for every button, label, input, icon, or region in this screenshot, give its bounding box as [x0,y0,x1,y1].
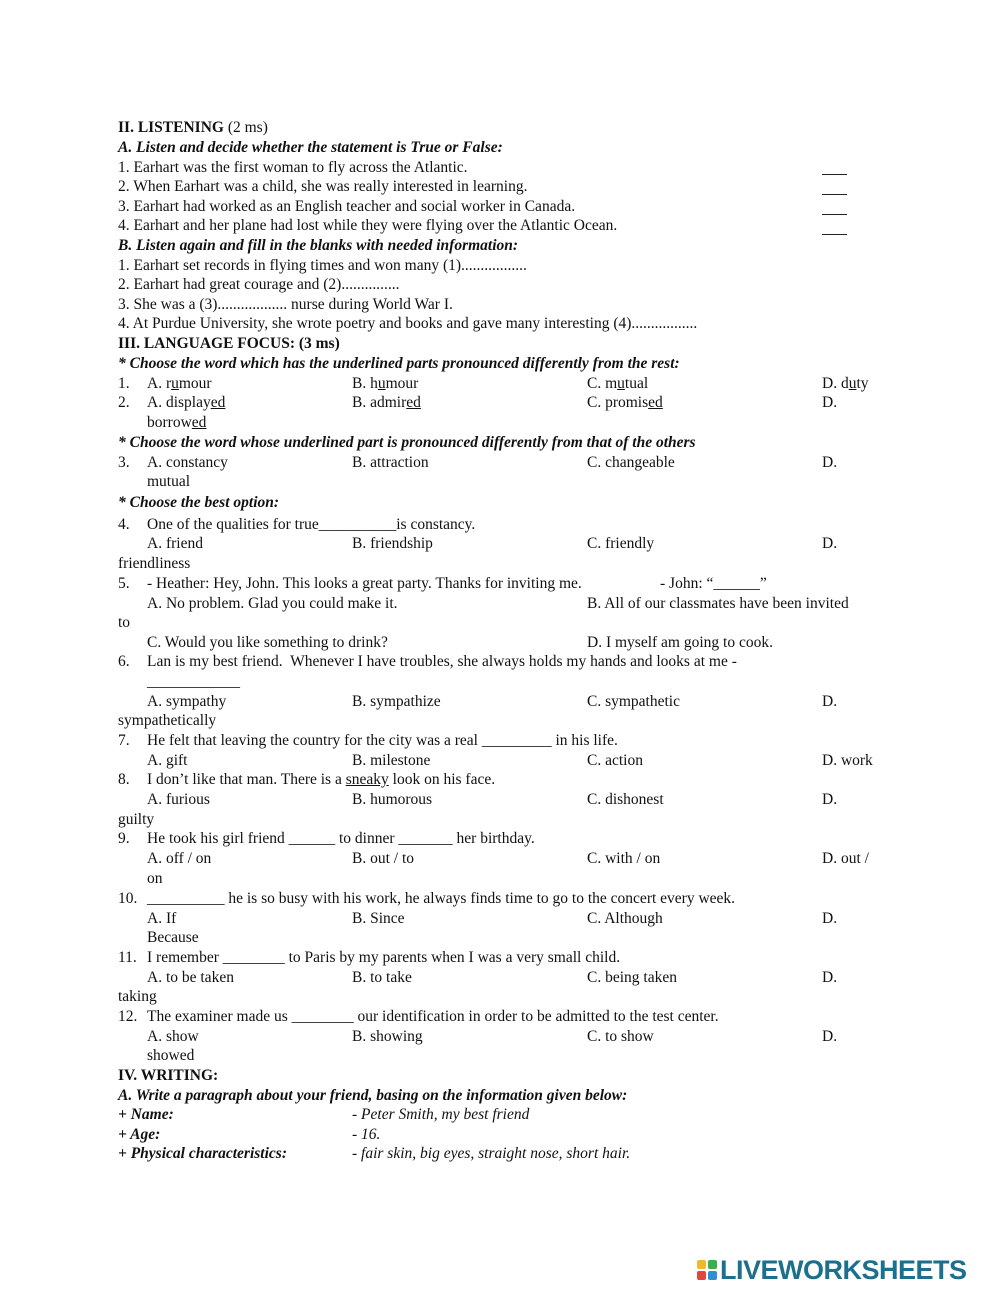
option-c[interactable]: C. dishonest [587,791,664,808]
answer-blank-4[interactable] [822,234,847,235]
question-number: 9. [118,830,130,847]
option-d[interactable]: on [147,870,163,887]
option-b[interactable]: B. humour [352,375,419,392]
option-a[interactable]: A. If [147,910,177,927]
option-a[interactable]: A. to be taken [147,969,234,986]
option-c[interactable]: C. mutual [587,375,649,392]
option-b[interactable]: B. Since [352,910,405,927]
logo-square-1 [697,1260,706,1269]
option-b[interactable]: B. All of our classmates have been invited [587,595,849,612]
option-c[interactable]: C. promised [587,394,663,411]
option-a[interactable]: A. constancy [147,454,228,471]
option-b[interactable]: B. milestone [352,752,431,769]
question-number: 5. [118,575,130,592]
listening-a-instruction: A. Listen and decide whether the statement is True or False: [118,139,503,156]
writing-label-age: + Age: [118,1126,161,1143]
option-c[interactable]: C. changeable [587,454,675,471]
question-stem: He took his girl friend ______ to dinner _______ her birthday. [147,830,535,847]
option-b[interactable]: B. showing [352,1028,423,1045]
option-c[interactable]: C. being taken [587,969,677,986]
option-d-label[interactable]: D. [822,454,838,471]
option-b[interactable]: B. to take [352,969,412,986]
fill-line-1: 1. Earhart set records in flying times and won many (1)................. [118,257,527,274]
answer-blank-3[interactable] [822,214,847,215]
writing-value-physical: - fair skin, big eyes, straight nose, short hair. [352,1145,631,1162]
question-stem: The examiner made us ________ our identification in order to be admitted to the test center. [147,1008,719,1025]
question-number: 1. [118,375,130,392]
logo-square-3 [697,1271,706,1280]
option-d[interactable]: sympathetically [118,712,217,729]
option-a[interactable]: A. gift [147,752,188,769]
question-number: 11. [118,949,137,966]
option-a[interactable]: A. rumour [147,375,212,392]
option-d[interactable]: D. duty [822,375,869,392]
listening-b-instruction: B. Listen again and fill in the blanks with needed information: [118,237,519,254]
logo-text: LIVEWORKSHEETS [720,1254,967,1285]
option-d-label[interactable]: D. [822,394,838,411]
question-number: 7. [118,732,130,749]
writing-heading: IV. WRITING: [118,1067,219,1084]
instruction-pronunciation-1: * Choose the word which has the underlined parts pronounced differently from the rest: [118,355,680,372]
statement-1: 1. Earhart was the first woman to fly across the Atlantic. [118,159,468,176]
answer-blank-1[interactable] [822,174,847,175]
question-number: 2. [118,394,130,411]
question-stem: - Heather: Hey, John. This looks a great party. Thanks for inviting me. [147,575,582,592]
language-focus-heading: III. LANGUAGE FOCUS: (3 ms) [118,335,340,352]
option-d[interactable]: borrowed [147,414,207,431]
option-a[interactable]: A. displayed [147,394,226,411]
statement-2: 2. When Earhart was a child, she was really interested in learning. [118,178,528,195]
option-a[interactable]: A. furious [147,791,210,808]
question-stem: __________ he is so busy with his work, he always finds time to go to the concert every week. [147,890,736,907]
option-d[interactable]: Because [147,929,199,946]
listening-heading: II. LISTENING (2 ms) [118,119,268,136]
option-a[interactable]: A. friend [147,535,203,552]
fill-line-3: 3. She was a (3).................. nurse during World War I. [118,296,453,313]
writing-label-physical: + Physical characteristics: [118,1145,287,1162]
option-d[interactable]: D. I myself am going to cook. [587,634,773,651]
writing-value-name: - Peter Smith, my best friend [352,1106,530,1123]
option-c[interactable]: C. Would you like something to drink? [147,634,388,651]
option-d[interactable]: showed [147,1047,195,1064]
option-c[interactable]: C. Although [587,910,663,927]
option-d-label[interactable]: D. out / [822,850,869,867]
writing-instruction: A. Write a paragraph about your friend, basing on the information given below: [118,1087,628,1104]
question-stem: Lan is my best friend. Whenever I have troubles, she always holds my hands and looks at me - [147,653,737,670]
question-stem: I remember ________ to Paris by my parents when I was a very small child. [147,949,621,966]
option-c[interactable]: C. friendly [587,535,655,552]
option-b[interactable]: B. humorous [352,791,433,808]
option-c[interactable]: C. sympathetic [587,693,680,710]
option-a[interactable]: A. No problem. Glad you could make it. [147,595,398,612]
question-number: 3. [118,454,130,471]
statement-3: 3. Earhart had worked as an English teacher and social worker in Canada. [118,198,576,215]
question-stem: One of the qualities for true__________is constancy. [147,516,476,533]
option-d[interactable]: D. work [822,752,873,769]
writing-value-age: - 16. [352,1126,381,1143]
option-d[interactable]: friendliness [118,555,191,572]
option-d[interactable]: guilty [118,811,155,828]
option-d-label[interactable]: D. [822,1028,838,1045]
fill-line-4: 4. At Purdue University, she wrote poetry and books and gave many interesting (4)................. [118,315,698,332]
option-b[interactable]: B. sympathize [352,693,441,710]
question-stem: I don’t like that man. There is a sneaky look on his face. [147,771,496,788]
option-b[interactable]: B. attraction [352,454,429,471]
option-c[interactable]: C. with / on [587,850,661,867]
option-d-label[interactable]: D. [822,969,838,986]
option-c[interactable]: C. action [587,752,643,769]
question-number: 8. [118,771,130,788]
question-stem-blank: ____________ [147,673,240,690]
logo-square-2 [708,1260,717,1269]
option-d-label[interactable]: D. [822,693,838,710]
liveworksheets-logo[interactable] [697,1254,967,1285]
option-d-label[interactable]: D. [822,535,838,552]
option-d[interactable]: taking [118,988,157,1005]
option-b[interactable]: B. friendship [352,535,433,552]
question-stem-reply: - John: “______” [660,575,767,592]
option-b[interactable]: B. admired [352,394,421,411]
option-c[interactable]: C. to show [587,1028,654,1045]
option-d-label[interactable]: D. [822,791,838,808]
question-stem: He felt that leaving the country for the city was a real _________ in his life. [147,732,618,749]
answer-blank-2[interactable] [822,194,847,195]
writing-label-name: + Name: [118,1106,174,1123]
option-d-label[interactable]: D. [822,910,838,927]
option-b[interactable]: B. out / to [352,850,415,867]
statement-4: 4. Earhart and her plane had lost while they were flying over the Atlantic Ocean. [118,217,618,234]
option-a[interactable]: A. off / on [147,850,212,867]
instruction-pronunciation-2: * Choose the word whose underlined part is pronounced differently from that of the others [118,434,696,451]
option-d[interactable]: mutual [147,473,191,490]
instruction-best-option: * Choose the best option: [118,494,280,511]
option-a[interactable]: A. show [147,1028,199,1045]
option-a[interactable]: A. sympathy [147,693,227,710]
option-b-continued[interactable]: to [118,614,131,631]
question-number: 4. [118,516,130,533]
question-number: 12. [118,1008,138,1025]
liveworksheets-logo-icon [697,1260,717,1280]
question-number: 6. [118,653,130,670]
fill-line-2: 2. Earhart had great courage and (2)............... [118,276,400,293]
logo-square-4 [708,1271,717,1280]
question-number: 10. [118,890,138,907]
